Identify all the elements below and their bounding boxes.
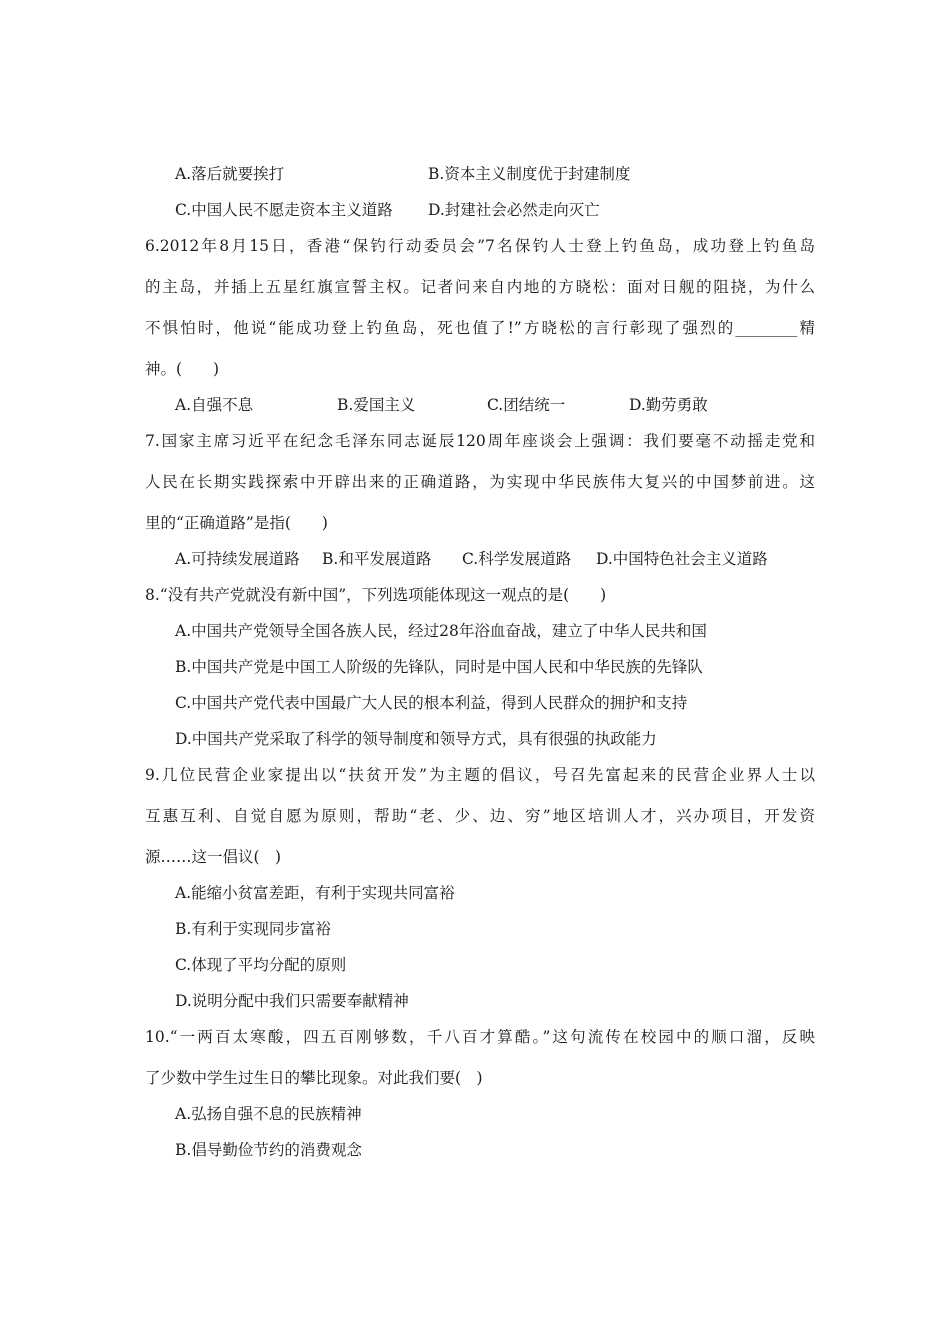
q7-option-d: D.中国特色社会主义道路 <box>596 550 768 568</box>
q10-option-b: B.倡导勤俭节约的消费观念 <box>175 1141 362 1159</box>
q6-stem-line-3: 不惧怕时，他说“能成功登上钓鱼岛，死也值了!”方晓松的言行彰现了强烈的________精 <box>145 319 815 337</box>
q9-stem-line-2: 互惠互利、自觉自愿为原则，帮助“老、少、边、穷”地区培训人才，兴办项目，开发资 <box>145 807 815 825</box>
q9-option-d: D.说明分配中我们只需要奉献精神 <box>175 992 409 1010</box>
q7-stem-line-1: 7.国家主席习近平在纪念毛泽东同志诞辰120周年座谈会上强调：我们要毫不动摇走党和 <box>145 432 815 450</box>
q9-option-c: C.体现了平均分配的原则 <box>175 956 347 974</box>
q7-stem-line-3: 里的“正确道路”是指( ) <box>145 514 328 532</box>
q5-option-c: C.中国人民不愿走资本主义道路 <box>175 201 393 219</box>
q9-stem-line-3: 源……这一倡议( ) <box>145 848 282 866</box>
q9-option-b: B.有利于实现同步富裕 <box>175 920 331 938</box>
q7-stem-line-2: 人民在长期实践探索中开辟出来的正确道路，为实现中华民族伟大复兴的中国梦前进。这 <box>145 473 815 491</box>
q8-option-a: A.中国共产党领导全国各族人民，经过28年浴血奋战，建立了中华人民共和国 <box>175 622 707 640</box>
q10-option-a: A.弘扬自强不息的民族精神 <box>175 1105 362 1123</box>
q6-option-d: D.勤劳勇敢 <box>629 396 708 414</box>
q10-stem-line-1: 10.“一两百太寒酸，四五百刚够数，千八百才算酷。”这句流传在校园中的顺口溜，反映 <box>145 1028 815 1046</box>
q10-stem-line-2: 了少数中学生过生日的攀比现象。对此我们要( ) <box>145 1069 483 1087</box>
q6-stem-line-1: 6.2012年8月15日，香港“保钓行动委员会”7名保钓人士登上钓鱼岛，成功登上钓鱼岛 <box>145 237 815 255</box>
q6-option-b: B.爱国主义 <box>337 396 416 414</box>
q6-option-c: C.团结统一 <box>487 396 566 414</box>
q8-option-d: D.中国共产党采取了科学的领导制度和领导方式，具有很强的执政能力 <box>175 730 657 748</box>
q8-option-b: B.中国共产党是中国工人阶级的先锋队，同时是中国人民和中华民族的先锋队 <box>175 658 703 676</box>
q9-option-a: A.能缩小贫富差距，有利于实现共同富裕 <box>175 884 455 902</box>
q6-option-a: A.自强不息 <box>175 396 254 414</box>
q5-option-d: D.封建社会必然走向灭亡 <box>428 201 600 219</box>
q6-stem-line-2: 的主岛，并插上五星红旗宣誓主权。记者问来自内地的方晓松：面对日舰的阻挠，为什么 <box>145 278 815 296</box>
q5-option-a: A.落后就要挨打 <box>175 165 285 183</box>
q7-option-a: A.可持续发展道路 <box>175 550 300 568</box>
q7-option-c: C.科学发展道路 <box>462 550 572 568</box>
q9-stem-line-1: 9.几位民营企业家提出以“扶贫开发”为主题的倡议，号召先富起来的民营企业界人士以 <box>145 766 815 784</box>
q8-stem: 8.“没有共产党就没有新中国”，下列选项能体现这一观点的是( ) <box>145 586 607 604</box>
q8-option-c: C.中国共产党代表中国最广大人民的根本利益，得到人民群众的拥护和支持 <box>175 694 688 712</box>
q7-option-b: B.和平发展道路 <box>322 550 432 568</box>
q6-stem-line-4: 神。( ) <box>145 360 220 378</box>
q5-option-b: B.资本主义制度优于封建制度 <box>428 165 631 183</box>
